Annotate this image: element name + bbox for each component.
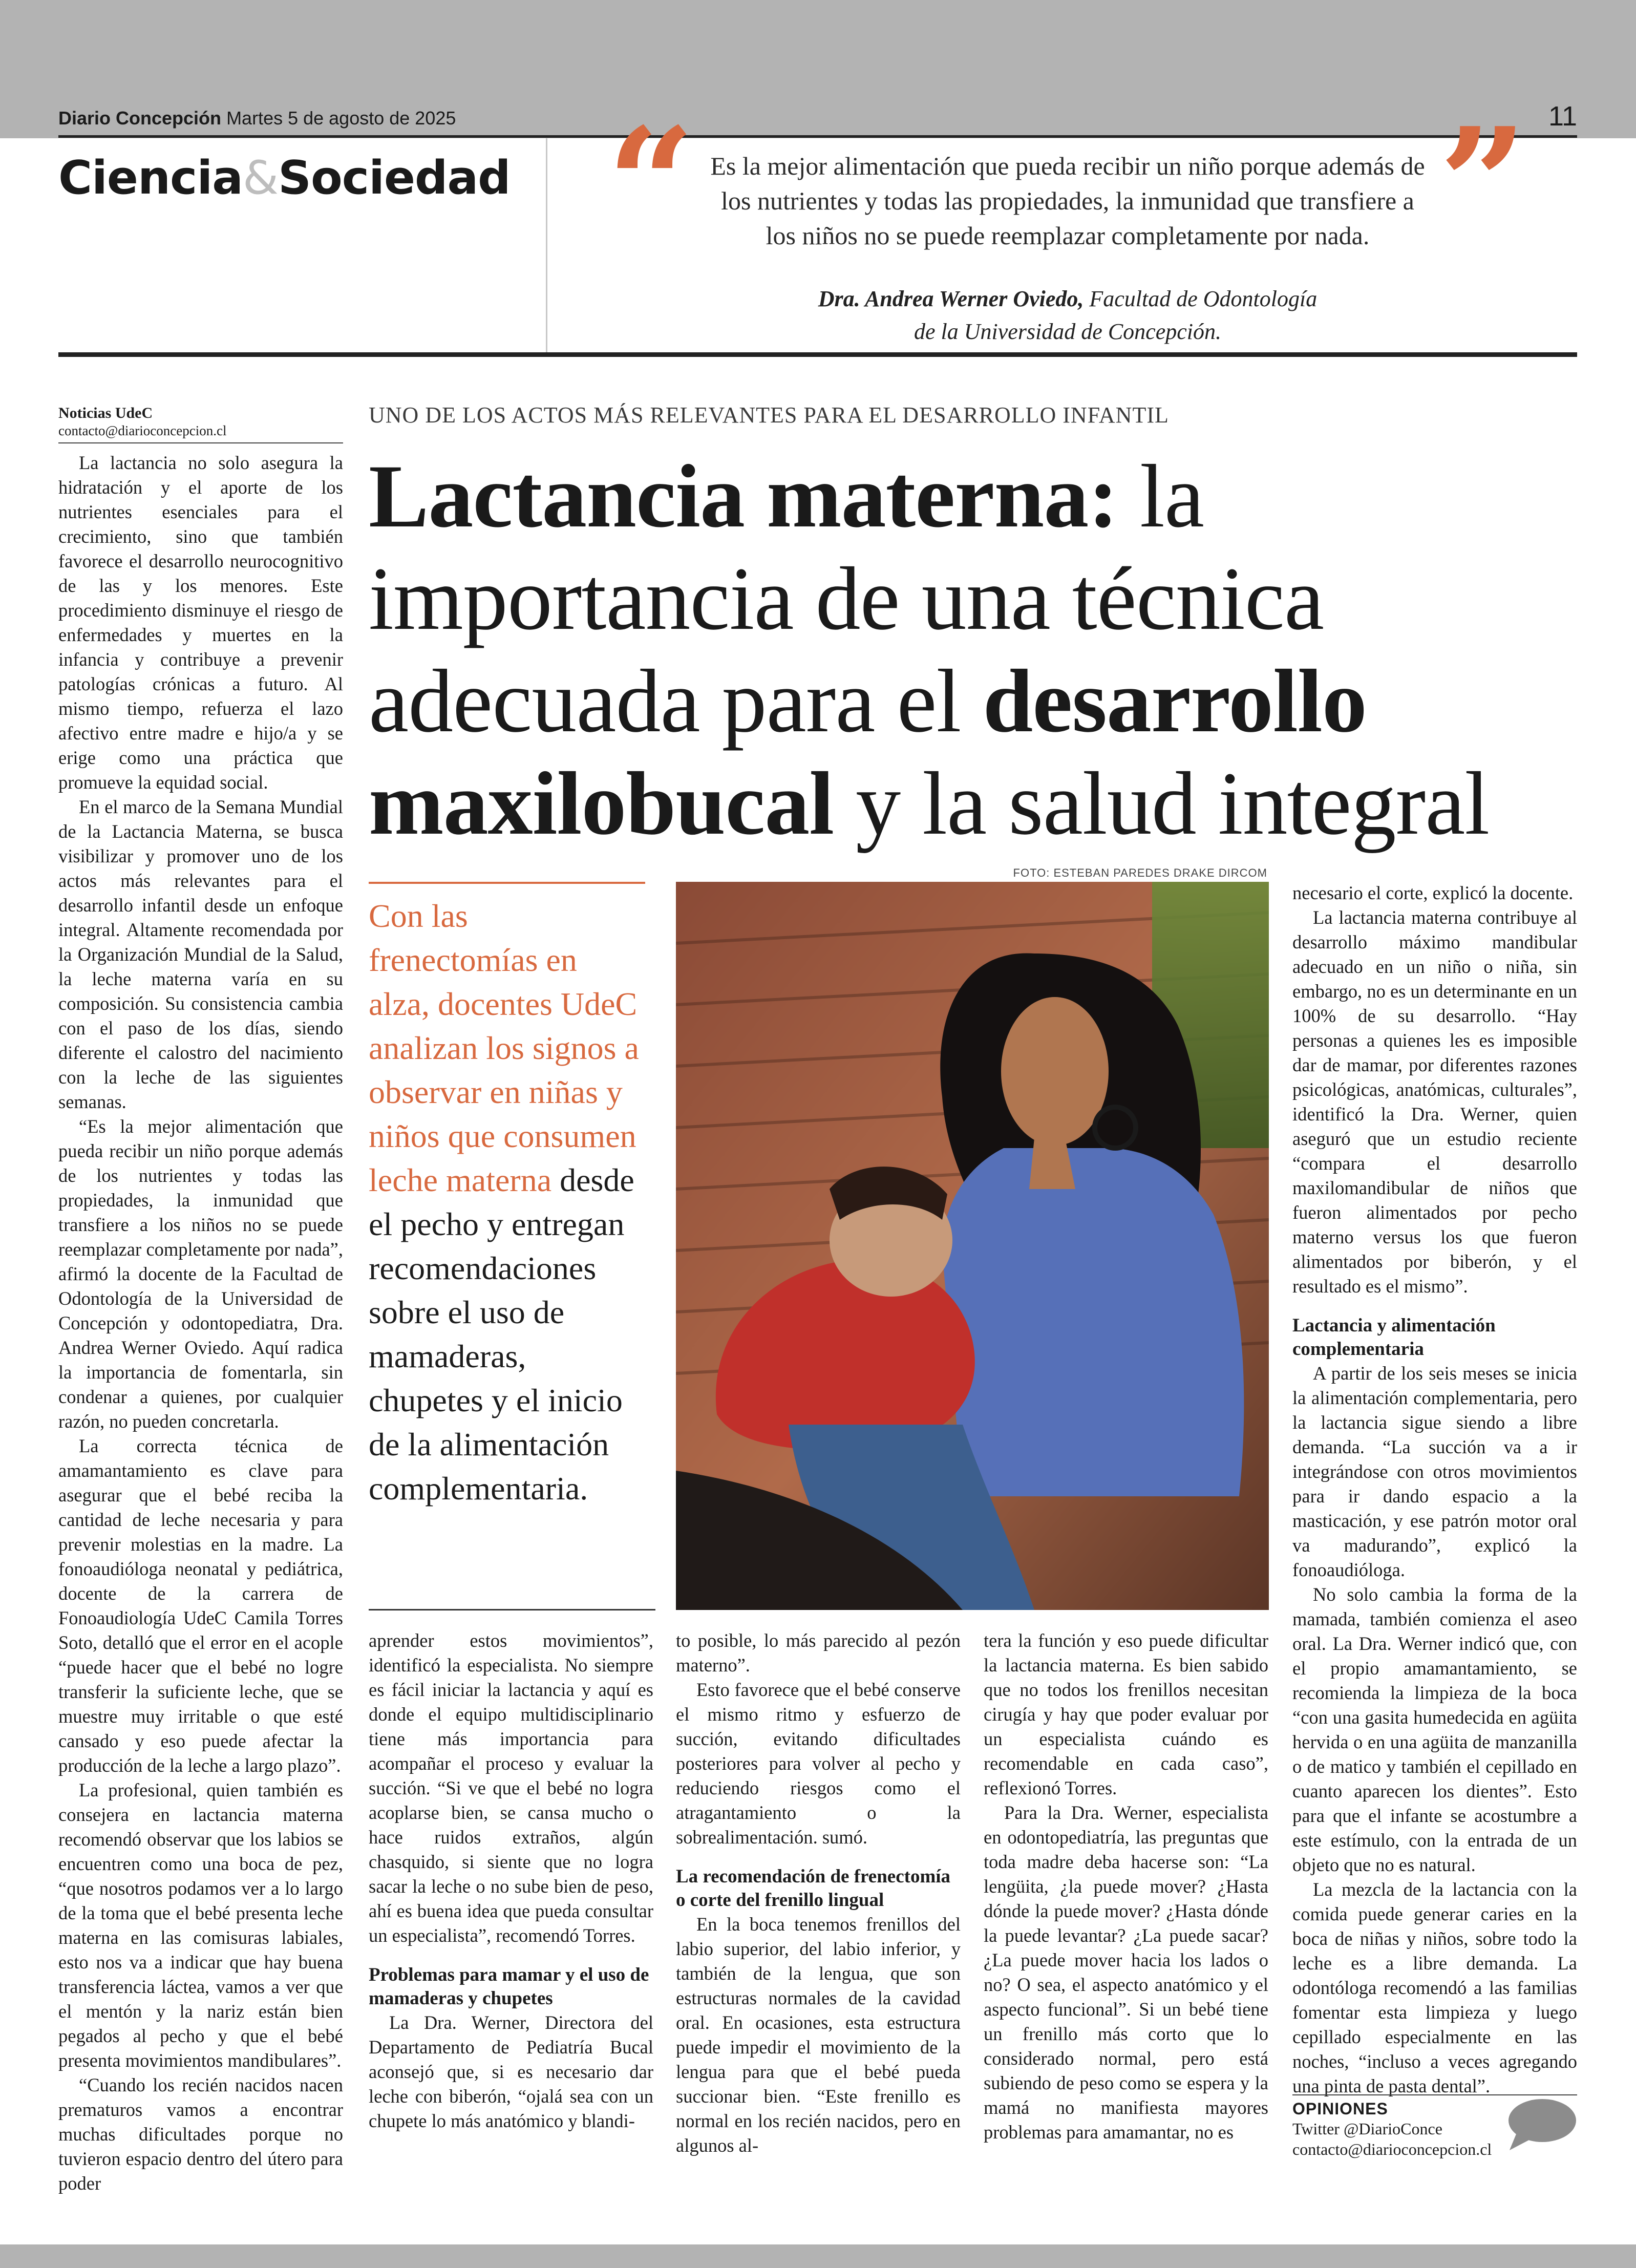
paragraph: La profesional, quien también es consejera en lactancia materna recomendó observar que los labios se encuentren como una boca de pez, “que nosotros podamos ver a lo largo de la toma que el bebé presenta leche materna en las comisuras labiales, esto nos va a indicar que hay buena transferencia láctea, vamos a ver que el mentón y la nariz están bien pegados al pecho y que el bebé presenta movimientos mandibulares”. (58, 1779, 343, 2071)
open-quote-icon: “ (607, 94, 695, 274)
paragraph: Para la Dra. Werner, especialista en odontopediatría, las preguntas que toda madre deba hacerse son: “La lengüita, ¿la puede mover? ¿Hasta dónde la puede mover? ¿Hasta dónde la puede levantar? ¿La puede sacar? ¿La puede mover hacia los lados o no? O sea, el aspecto anatómico y el aspecto funcional”. Si un bebé tiene un frenillo más corto que lo considerado normal, pero está subiendo de peso como se espera y la mamá no manifiesta mayores problemas para amamantar, no es (984, 1802, 1268, 2143)
headline-regular-2: y la salud integral (834, 754, 1490, 854)
paragraph: tera la función y eso puede dificultar la lactancia materna. Es bien sabido que no todos los frenillos necesitan cirugía y hay que poder evaluar por un especialista cuándo es recomendable en cada caso”, reflexionó Torres. (984, 1630, 1268, 1798)
deck (369, 894, 645, 1511)
paragraph: to posible, lo más parecido al pezón materno”. (676, 1630, 961, 1676)
body-column-3 (676, 1628, 961, 2158)
speech-bubble-icon (1505, 2097, 1577, 2153)
pull-quote-affiliation-1: Facultad de Odontología (1083, 286, 1318, 311)
header-bottom-rule (58, 352, 1577, 357)
opinions-title: OPINIONES (1292, 2100, 1388, 2118)
deck-top-rule (369, 882, 645, 884)
paragraph: La lactancia materna contribuye al desarrollo máximo mandibular adecuado en un niño o niña, sin embargo, no es un determinante en un 100% de su desarrollo. “Hay personas a quienes les es imposible dar de mamar, por diferentes razones psicológicas, anatómicas, culturales”, identificó la Dra. Werner, quien aseguró que un estudio reciente “compara el desarrollo maxilomandibular de niños que fueron alimentados por pecho materno versus los que fueron alimentados por biberón, y el resultado es el mismo”. (1292, 907, 1577, 1297)
photo-credit: FOTO: ESTEBAN PAREDES DRAKE DIRCOM (1013, 866, 1267, 879)
deck-bottom-rule (369, 1609, 655, 1610)
byline-name: Noticias UdeC (58, 405, 153, 421)
paragraph: “Cuando los recién nacidos nacen prematuros vamos a encontrar muchas dificultades porque no tuvieron espacio dentro del útero para poder (58, 2074, 343, 2194)
paragraph: Esto favorece que el bebé conserve el mismo ritmo y esfuerzo de succión, evitando dificultades posteriores para volver al pecho y reduciendo riesgos como el atragantamiento o la sobrealimentación. sumó. (676, 1679, 961, 1848)
paragraph: necesario el corte, explicó la docente. (1292, 882, 1574, 903)
body-column-2 (369, 1628, 653, 2133)
paragraph: “Es la mejor alimentación que pueda recibir un niño porque además de los nutrientes y todas las propiedades, la inmunidad que transfiere a los niños no se puede reemplazar completamente por nada”, afirmó la docente de la Facultad de Odontología de la Universidad de Concepción y odontopediatra, Dra. Andrea Werner Oviedo. Aquí radica la importancia de fomentarla, sin condenar a quienes, por cualquier razón, no pueden concretarla. (58, 1116, 343, 1432)
paper-name: Diario Concepción (58, 108, 222, 129)
deck-rest: desde el pecho y entregan recomendaciones sobre el uso de mamaderas, chupetes y el inicio de la alimentación complementaria. (369, 1162, 634, 1507)
headline-regular-1: la importancia de una técnica adecuada para el (369, 447, 1324, 751)
subheading: La recomendación de frenectomía o corte del frenillo lingual (676, 1866, 951, 1911)
paragraph: En la boca tenemos frenillos del labio superior, del labio inferior, y también de la lengua, que son estructuras normales de la cavidad oral. En ocasiones, esta estructura puede impedir el movimiento de la lengua para que el bebé pueda succionar bien. “Este frenillo es normal en los recién nacidos, pero en algunos al- (676, 1914, 961, 2156)
byline-email: contacto@diarioconcepcion.cl (58, 423, 227, 438)
page-number: 11 (1548, 101, 1577, 132)
header-divider (546, 138, 547, 353)
opinions-twitter: Twitter @DiarioConce (1292, 2119, 1442, 2138)
masthead-rule (58, 135, 1577, 138)
deck-accent: Con las frenectomías en alza, docentes UdeC analizan los signos a observar en niñas y niños que consumen leche materna (369, 898, 639, 1198)
paragraph: La mezcla de la lactancia con la comida puede generar caries en la boca de niñas y niños, sobre todo la leche es a libre demanda. La odontóloga recomendó a las familias fomentar esta limpieza y luego cepillado especialmente en las noches, “incluso a veces agregando una pinta de pasta dental”. (1292, 1879, 1577, 2096)
kicker: UNO DE LOS ACTOS MÁS RELEVANTES PARA EL DESARROLLO INFANTIL (369, 402, 1169, 428)
section-part1: Ciencia (58, 151, 243, 205)
pull-quote-author-name: Dra. Andrea Werner Oviedo, (818, 286, 1084, 311)
close-quote-icon: ” (1439, 94, 1527, 274)
issue-date: Martes 5 de agosto de 2025 (226, 108, 456, 129)
headline-bold-1: Lactancia materna: (369, 447, 1118, 546)
paragraph: A partir de los seis meses se inicia la alimentación complementaria, pero la lactancia sigue siendo a libre demanda. “La succión va a ir integrándose con otros movimientos para ir dando espacio a la masticación, y ese patrón motor oral va madurando”, explicó la fonoaudióloga. (1292, 1363, 1577, 1580)
body-column-4 (984, 1628, 1268, 2145)
paragraph: La lactancia no solo asegura la hidratación y el aporte de los nutrientes esenciales para el crecimiento, sino que también favorece el desarrollo neurocognitivo de las y los menores. Este procedimiento disminuye el riesgo de enfermedades y muertes en la infancia y contribuye a prevenir patologías crónicas a futuro. Al mismo tiempo, refuerza el lazo afectivo entre madre e hijo/a y se erige como una práctica que promueve la equidad social. (58, 452, 343, 793)
photo-illustration (676, 882, 1269, 1610)
paragraph: aprender estos movimientos”, identificó la especialista. No siempre es fácil iniciar la lactancia y aquí es donde el equipo multidisciplinario tiene más importancia para acompañar el proceso y evaluar la succión. “Si ve que el bebé no logra acoplarse bien, se cansa mucho o hace ruidos extraños, algún chasquido, si siente que no logra sacar la leche o no sube bien de peso, ahí es buena idea que pueda consultar un especialista”, recomendó Torres. (369, 1630, 653, 1946)
pull-quote-text: Es la mejor alimentación que pueda recibir un niño porque además de los nutrientes y todas las propiedades, la inmunidad que transfiere a los niños no se puede reemplazar completamente por nada. (710, 152, 1425, 250)
body-column-5 (1292, 881, 1577, 2099)
pull-quote-author (707, 283, 1429, 348)
headline-bold-2: desarrollo maxilobucal (369, 651, 1367, 854)
opinions-email: contacto@diarioconcepcion.cl (1292, 2140, 1492, 2158)
section-ampersand: & (242, 151, 279, 205)
headline (369, 446, 1587, 855)
section-title (58, 151, 511, 205)
section-part2: Sociedad (278, 151, 511, 205)
subheading: Lactancia y alimentación complementaria (1292, 1315, 1496, 1360)
photo-mother-breastfeeding-child (676, 882, 1269, 1610)
body-column-1 (58, 451, 343, 2196)
paragraph: La Dra. Werner, Directora del Departamento de Pediatría Bucal aconsejó que, si es necesario dar leche con biberón, “ojalá sea con un chupete lo más anatómico y blandi- (369, 2012, 653, 2131)
masthead (58, 108, 456, 129)
pull-quote-affiliation-2: de la Universidad de Concepción. (914, 319, 1221, 344)
subheading: Problemas para mamar y el uso de mamaderas y chupetes (369, 1964, 649, 2009)
paragraph: La correcta técnica de amamantamiento es clave para asegurar que el bebé reciba la cantidad de leche necesaria y para prevenir molestias en la madre. La fonoaudióloga neonatal y pediátrica, docente de la carrera de Fonoaudiología UdeC Camila Torres Soto, detalló que el error en el acople “puede hacer que el bebé no logre transferir la suficiente leche, que se muestre muy irritable o que esté cansado y eso puede afectar la producción de la leche a largo plazo”. (58, 1435, 343, 1776)
paragraph: No solo cambia la forma de la mamada, también comienza el aseo oral. La Dra. Werner indicó que, con el propio amamantamiento, se recomienda la limpieza de la boca “con una gasita humedecida en agüita hervida o en una agüita de manzanilla o de matico y también el cepillado en cuanto aparecen los dientes”. Esto para que el infante se acostumbre a este estímulo, con la entrada de un objeto que no es natural. (1292, 1584, 1577, 1875)
paragraph: En el marco de la Semana Mundial de la Lactancia Materna, se busca visibilizar y promover uno de los actos más relevantes para el desarrollo infantil desde un enfoque integral. Altamente recomendada por la Organización Mundial de la Salud, la leche materna varía en su composición. Su consistencia cambia con el paso de los días, siendo diferente el calostro del nacimiento con la leche de las siguientes semanas. (58, 796, 343, 1112)
bottom-grey-band (0, 2244, 1636, 2268)
byline (58, 405, 343, 443)
